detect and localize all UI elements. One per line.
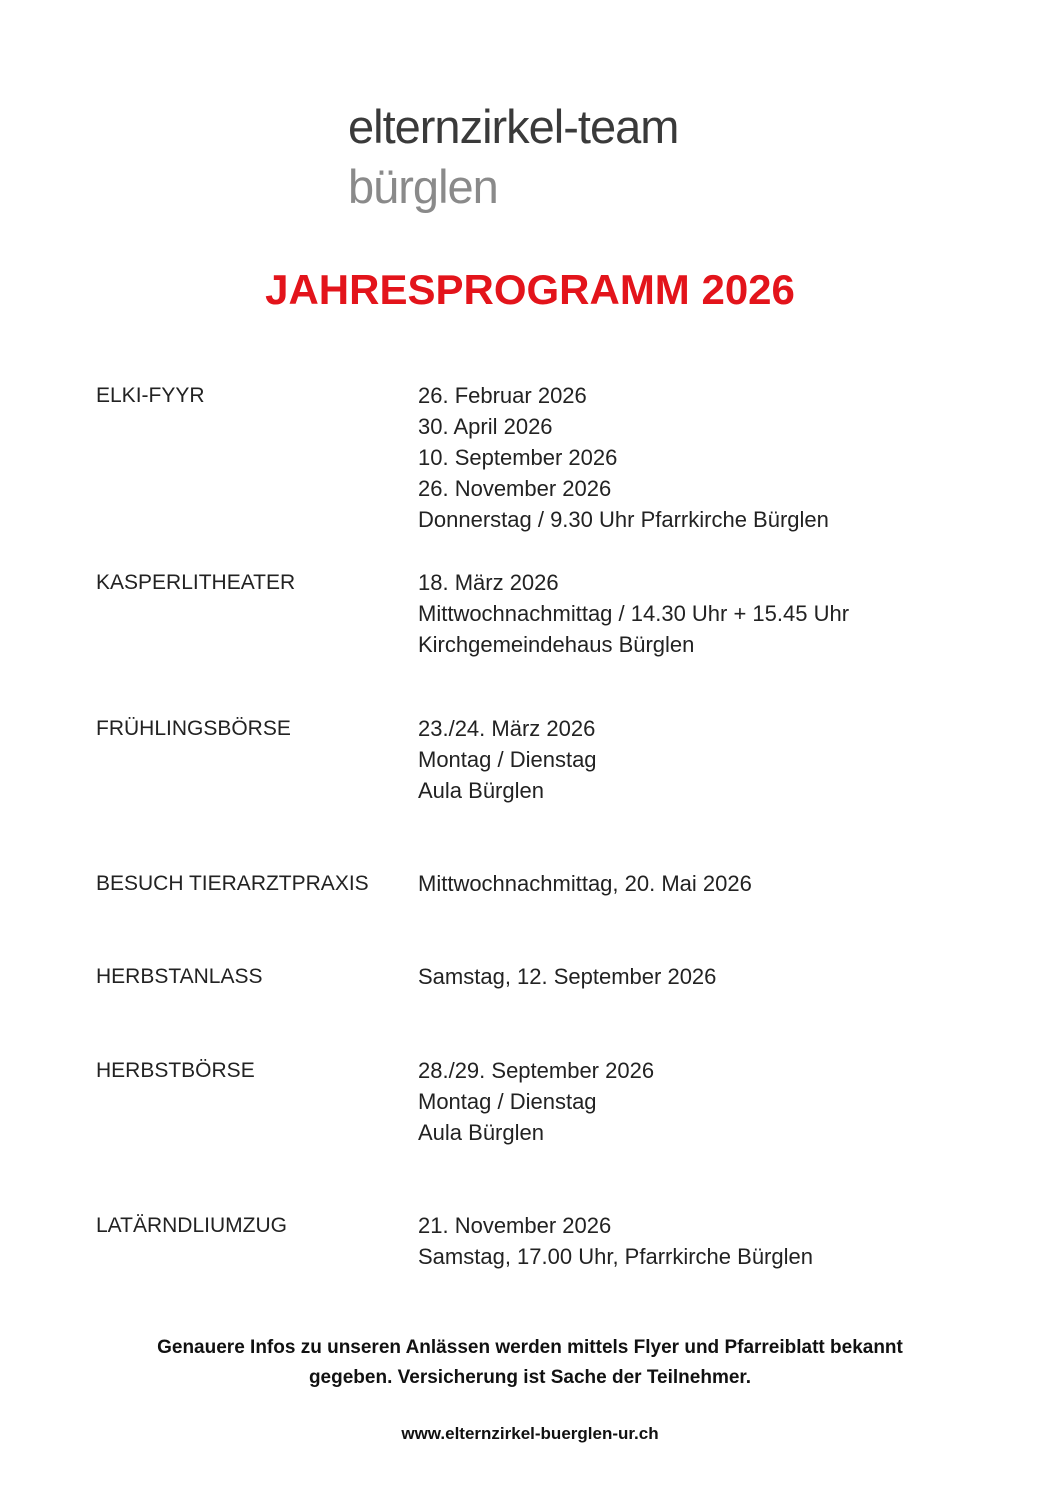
event-detail: Aula Bürglen — [418, 1120, 544, 1145]
event-detail: 23./24. März 2026 — [418, 716, 596, 741]
event-details — [418, 380, 829, 535]
logo-text-line1: elternzirkel-team — [348, 100, 679, 153]
event-detail: 26. November 2026 — [418, 476, 612, 501]
logo-text-line2: bürglen — [348, 160, 498, 213]
event-details — [418, 868, 752, 899]
event-details — [418, 1055, 654, 1148]
event-name: FRÜHLINGSBÖRSE — [96, 717, 291, 740]
event-detail: Kirchgemeindehaus Bürglen — [418, 632, 695, 657]
event-name: HERBSTANLASS — [96, 965, 263, 988]
event-detail: Aula Bürglen — [418, 778, 544, 803]
event-detail: Montag / Dienstag — [418, 1089, 597, 1114]
event-details — [418, 567, 849, 660]
website-link[interactable]: www.elternzirkel-buerglen-ur.ch — [401, 1424, 659, 1443]
event-name: HERBSTBÖRSE — [96, 1059, 255, 1082]
event-detail: 10. September 2026 — [418, 445, 618, 470]
event-name: ELKI-FYYR — [96, 384, 205, 407]
event-detail: Samstag, 12. September 2026 — [418, 964, 717, 989]
event-detail: 30. April 2026 — [418, 414, 553, 439]
footer-note-line: Genauere Infos zu unseren Anlässen werden mittels Flyer und Pfarreiblatt bekannt — [157, 1337, 903, 1358]
footer-note — [0, 1333, 1060, 1393]
footer-note-line: gegeben. Versicherung ist Sache der Teilnehmer. — [308, 1367, 752, 1388]
page-title: JAHRESPROGRAMM 2026 — [265, 266, 795, 313]
event-name: KASPERLITHEATER — [96, 571, 296, 594]
event-detail: 26. Februar 2026 — [418, 383, 587, 408]
event-name: LATÄRNDLIUMZUG — [96, 1214, 287, 1237]
event-detail: 18. März 2026 — [418, 570, 559, 595]
event-detail: 21. November 2026 — [418, 1213, 612, 1238]
event-details — [418, 1210, 813, 1272]
event-detail: Mittwochnachmittag, 20. Mai 2026 — [418, 871, 752, 896]
event-detail: Montag / Dienstag — [418, 747, 597, 772]
event-details — [418, 961, 716, 992]
event-details — [418, 713, 597, 806]
event-detail: Mittwochnachmittag / 14.30 Uhr + 15.45 Uhr — [418, 601, 850, 626]
event-detail: Samstag, 17.00 Uhr, Pfarrkirche Bürglen — [418, 1244, 813, 1269]
event-detail: 28./29. September 2026 — [418, 1058, 655, 1083]
event-detail: Donnerstag / 9.30 Uhr Pfarrkirche Bürglen — [418, 507, 829, 532]
logo — [348, 96, 678, 216]
event-name: BESUCH TIERARZTPRAXIS — [96, 872, 369, 895]
